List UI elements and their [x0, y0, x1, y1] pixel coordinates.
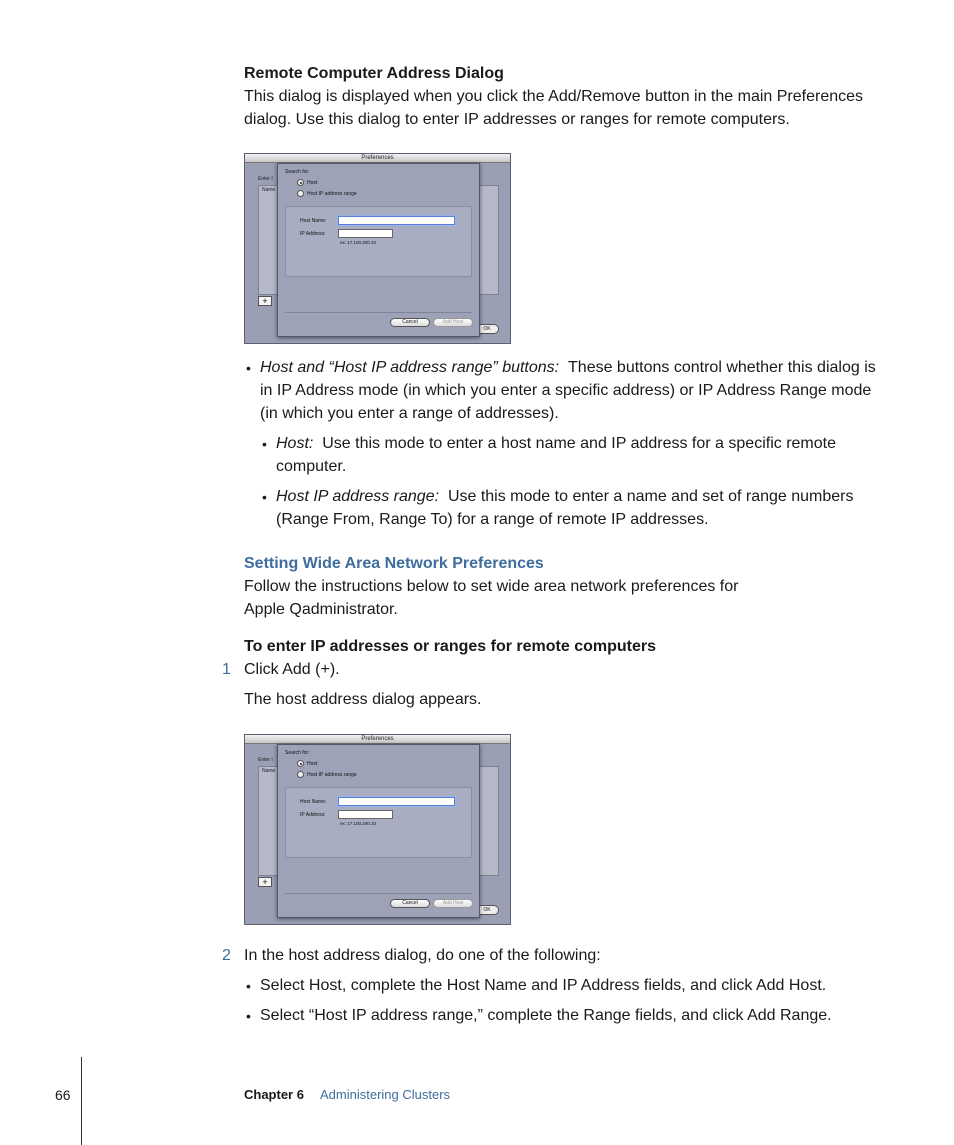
add-plus-button[interactable]: +: [258, 296, 272, 306]
ok-button[interactable]: OK: [475, 324, 499, 334]
section-heading-wan: Setting Wide Area Network Preferences: [244, 555, 544, 572]
host-name-input[interactable]: [338, 797, 455, 806]
step-1-result: The host address dialog appears.: [244, 691, 482, 708]
search-for-label: Search for:: [285, 169, 310, 175]
bg-list-column-right: [479, 185, 499, 295]
bullet-3-line-1: [276, 485, 854, 508]
ip-address-input[interactable]: [338, 229, 393, 238]
footer-divider: [81, 1057, 82, 1145]
bullet-2-line-1: [276, 432, 836, 455]
bullet-2-text: Use this mode to enter a host name and IP address for a specific remote: [322, 435, 836, 452]
bullet-1-line-1: [260, 356, 876, 379]
bullet-3-term: Host IP address range:: [276, 488, 440, 505]
ip-address-label: IP Address:: [300, 812, 326, 818]
host-name-label: Host Name:: [300, 799, 327, 805]
host-address-sheet: [277, 744, 480, 918]
bullet-2-line-2: computer.: [276, 458, 347, 475]
add-host-button[interactable]: Add Host: [433, 318, 473, 327]
add-host-button[interactable]: Add Host: [433, 899, 473, 908]
footer-chapter-title[interactable]: Administering Clusters: [320, 1087, 451, 1102]
bullet-1-line-2: in IP Address mode (in which you enter a specific address) or IP Address Range mode: [260, 382, 872, 399]
add-plus-button[interactable]: +: [258, 877, 272, 887]
intro-line-2: dialog. Use this dialog to enter IP addresses or ranges for remote computers.: [244, 111, 790, 128]
bg-list-column: [258, 766, 278, 876]
dialog-screenshot-1: [244, 153, 511, 344]
host-radio[interactable]: [297, 760, 304, 767]
bullet-1-text: These buttons control whether this dialog is: [568, 359, 876, 376]
step-2-option-2: Select “Host IP address range,” complete the Range fields, and click Add Range.: [260, 1007, 832, 1024]
host-radio-label: Host: [307, 761, 318, 767]
bullet-2-term: Host:: [276, 435, 314, 452]
host-address-sheet: [277, 163, 480, 337]
search-for-label: Search for:: [285, 750, 310, 756]
host-fields-box: [285, 206, 472, 277]
sub-bullet-marker: •: [262, 436, 267, 452]
step-1-number: 1: [222, 661, 231, 678]
ip-example-hint: ex: 17.100.200.10: [340, 821, 377, 826]
cancel-button[interactable]: Cancel: [390, 899, 430, 908]
section-heading-remote-dialog: Remote Computer Address Dialog: [244, 65, 504, 82]
bullet-marker: •: [246, 360, 251, 376]
sheet-separator: [285, 893, 472, 894]
wan-intro-line-1: Follow the instructions below to set wide area network preferences for: [244, 578, 739, 595]
range-radio[interactable]: [297, 771, 304, 778]
range-radio-label: Host IP address range: [307, 191, 357, 197]
bg-name-header: Name: [262, 768, 276, 774]
task-heading: To enter IP addresses or ranges for remote computers: [244, 638, 656, 655]
range-radio[interactable]: [297, 190, 304, 197]
bullet-3-text: Use this mode to enter a name and set of range numbers: [447, 488, 854, 505]
ok-button[interactable]: OK: [475, 905, 499, 915]
cancel-button[interactable]: Cancel: [390, 318, 430, 327]
footer-chapter: Chapter 6: [244, 1087, 304, 1102]
window-title: Preferences: [245, 154, 510, 163]
host-fields-box: [285, 787, 472, 858]
sub-bullet-marker: •: [262, 489, 267, 505]
bg-enter-label: Enter I: [258, 176, 273, 182]
dialog-screenshot-2: [244, 734, 511, 925]
ip-address-label: IP Address:: [300, 231, 326, 237]
intro-line-1: This dialog is displayed when you click the Add/Remove button in the main Preferences: [244, 88, 864, 105]
bullet-3-line-2: (Range From, Range To) for a range of remote IP addresses.: [276, 511, 709, 528]
host-name-label: Host Name:: [300, 218, 327, 224]
sheet-separator: [285, 312, 472, 313]
step-2-option-1: Select Host, complete the Host Name and IP Address fields, and click Add Host.: [260, 977, 827, 994]
range-radio-label: Host IP address range: [307, 772, 357, 778]
bg-list-column-right: [479, 766, 499, 876]
step-2-text: In the host address dialog, do one of the following:: [244, 947, 601, 964]
bullet-1-term: Host and “Host IP address range” buttons:: [260, 359, 560, 376]
step-2-number: 2: [222, 947, 231, 964]
bg-list-column: [258, 185, 278, 295]
ip-address-input[interactable]: [338, 810, 393, 819]
bg-enter-label: Enter I: [258, 757, 273, 763]
bullet-marker: •: [246, 978, 251, 994]
ip-example-hint: ex: 17.100.200.10: [340, 240, 377, 245]
bullet-1-line-3: (in which you enter a range of addresses).: [260, 405, 559, 422]
host-name-input[interactable]: [338, 216, 455, 225]
step-1-text: Click Add (+).: [244, 661, 340, 678]
page-number: 66: [55, 1087, 71, 1103]
bg-name-header: Name: [262, 187, 276, 193]
wan-intro-line-2: Apple Qadministrator.: [244, 601, 398, 618]
bullet-marker: •: [246, 1008, 251, 1024]
host-radio[interactable]: [297, 179, 304, 186]
window-title: Preferences: [245, 735, 510, 744]
host-radio-label: Host: [307, 180, 318, 186]
